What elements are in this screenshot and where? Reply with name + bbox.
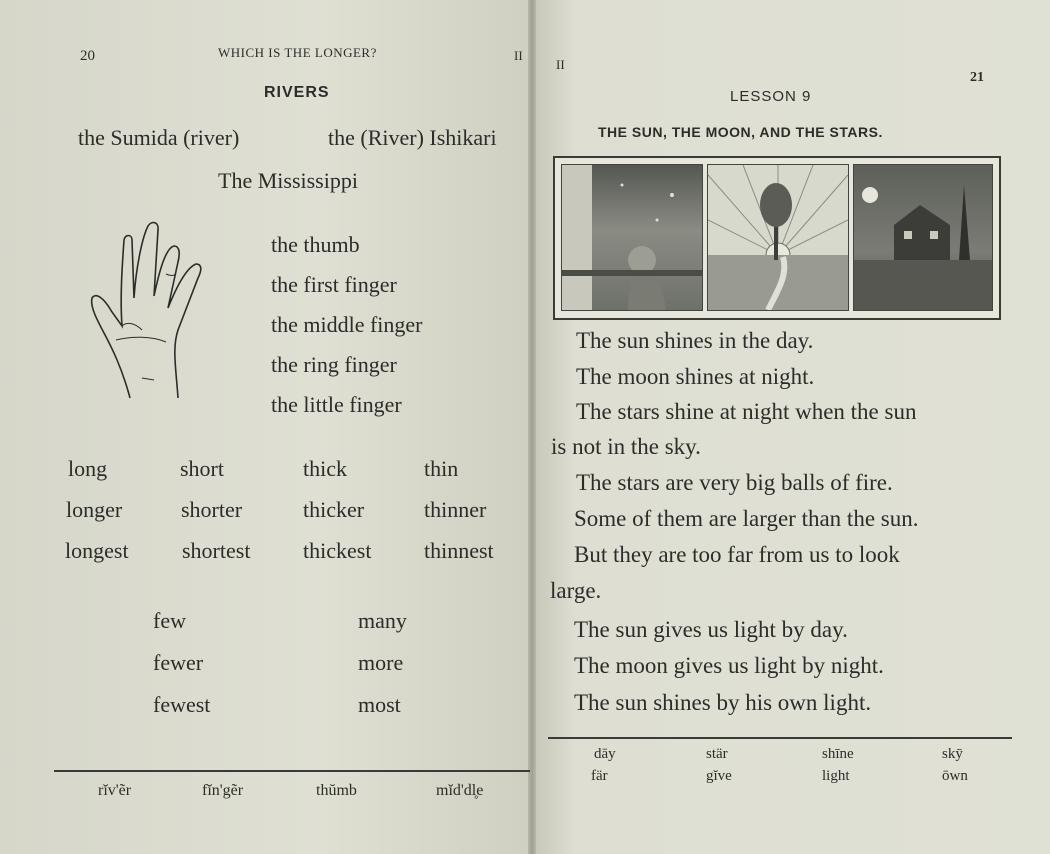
book-gutter (528, 0, 536, 854)
word-short: short (180, 456, 224, 481)
word-longest: longest (65, 538, 129, 563)
sentence-3-continued: is not in the sky. (551, 434, 701, 459)
river-mississippi: The Mississippi (218, 168, 358, 193)
pron-own: ōwn (942, 768, 968, 784)
finger-first: the first finger (271, 272, 397, 297)
sentence-9: The sun shines by his own light. (574, 690, 872, 715)
sentence-6-continued: large. (550, 578, 602, 603)
river-ishikari: the (River) Ishikari (328, 125, 497, 150)
word-thick: thick (303, 456, 347, 481)
right-footer-rule (548, 737, 1012, 739)
sentence-8: The moon gives us light by night. (574, 653, 884, 678)
pron-river: rĭv'ẽr (98, 782, 132, 799)
right-page-number: 21 (970, 70, 984, 85)
sentence-1: The sun shines in the day. (576, 328, 814, 353)
sentence-2: The moon shines at night. (576, 364, 815, 389)
sentence-3: The stars shine at night when the sun (576, 399, 917, 424)
finger-thumb: the thumb (271, 232, 360, 257)
word-fewest: fewest (153, 692, 211, 717)
word-fewer: fewer (153, 650, 204, 675)
word-longer: longer (66, 497, 123, 522)
night-window-panel (561, 164, 703, 311)
word-many: many (358, 608, 407, 633)
sentence-4: The stars are very big balls of fire. (576, 470, 893, 495)
sentence-5: Some of them are larger than the sun. (574, 506, 919, 531)
left-section-mark: II (514, 48, 523, 63)
word-few: few (153, 608, 186, 633)
lesson-title: THE SUN, THE MOON, AND THE STARS. (598, 124, 883, 140)
left-page-number: 20 (80, 48, 95, 64)
river-sumida: the Sumida (river) (78, 125, 240, 150)
pron-shine: shīne (822, 746, 854, 762)
word-thinnest: thinnest (424, 538, 494, 563)
word-long: long (68, 456, 108, 481)
sentence-6: But they are too far from us to look (574, 542, 900, 567)
right-section-mark: II (556, 57, 565, 72)
pron-middle: mĭd'dl̥e (436, 782, 484, 799)
word-thickest: thickest (303, 538, 372, 563)
pron-finger: fĭn'gẽr (202, 782, 244, 799)
word-thinner: thinner (424, 497, 487, 522)
pron-light: light (822, 768, 850, 784)
word-most: most (358, 692, 401, 717)
finger-ring: the ring finger (271, 352, 397, 377)
pron-give: gĭve (706, 768, 732, 784)
hand-illustration (82, 218, 222, 408)
rivers-heading: RIVERS (264, 84, 330, 101)
pron-far: fär (591, 768, 608, 784)
pron-star: stär (706, 746, 728, 762)
left-footer-rule (54, 770, 530, 772)
pron-thumb: thŭmb (316, 782, 357, 799)
night-house-panel (853, 164, 993, 311)
word-shorter: shorter (181, 497, 243, 522)
day-sun-panel (707, 164, 849, 311)
sentence-7: The sun gives us light by day. (574, 617, 848, 642)
word-shortest: shortest (182, 538, 251, 563)
finger-little: the little finger (271, 392, 402, 417)
pron-sky: skȳ (942, 746, 963, 762)
pron-day: dāy (594, 746, 616, 762)
word-thicker: thicker (303, 497, 365, 522)
running-head: WHICH IS THE LONGER? (218, 45, 377, 60)
word-thin: thin (424, 456, 459, 481)
lesson-label: LESSON 9 (730, 88, 812, 105)
finger-middle: the middle finger (271, 312, 423, 337)
sun-moon-stars-illustration (553, 156, 1001, 320)
word-more: more (358, 650, 404, 675)
